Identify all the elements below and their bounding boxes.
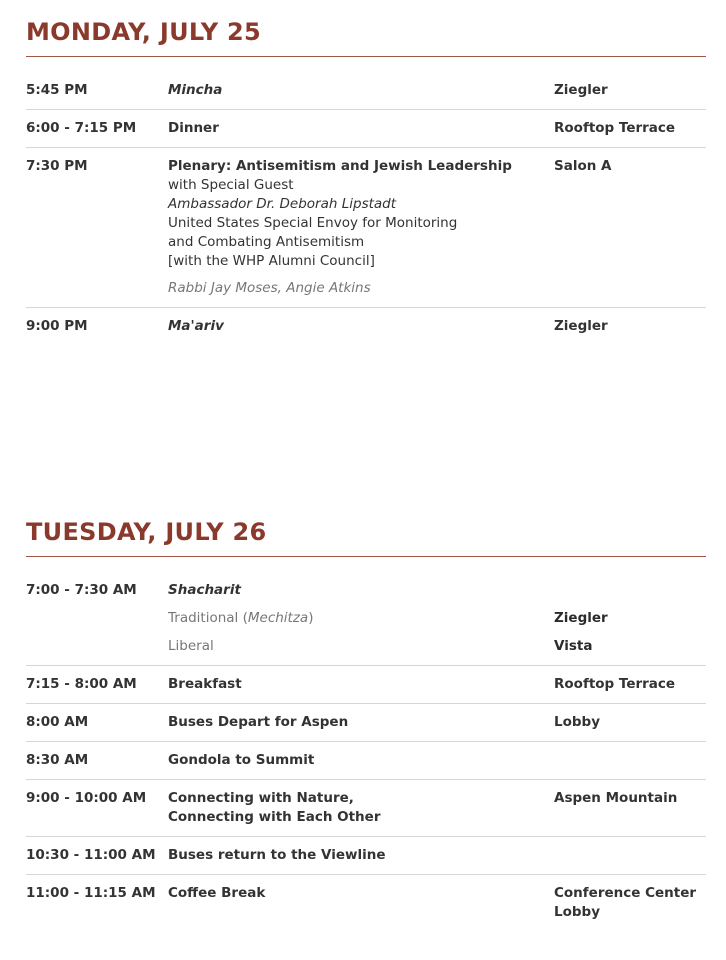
event-line: and Combating Antisemitism bbox=[168, 234, 365, 250]
time: 8:30 AM bbox=[26, 752, 89, 768]
location-line: Conference Center bbox=[554, 885, 697, 901]
event: Ma'ariv bbox=[168, 318, 224, 334]
monday-section bbox=[26, 18, 706, 345]
event: Mincha bbox=[168, 82, 223, 98]
event: Shacharit bbox=[168, 582, 241, 598]
time: 6:00 - 7:15 PM bbox=[26, 120, 137, 136]
speakers: Rabbi Jay Moses, Angie Atkins bbox=[168, 280, 371, 296]
time: 11:00 - 11:15 AM bbox=[26, 885, 156, 901]
event: Buses return to the Viewline bbox=[168, 847, 386, 863]
location: Rooftop Terrace bbox=[554, 120, 676, 136]
sub-event-text: Traditional ( bbox=[168, 610, 248, 626]
event: Coffee Break bbox=[168, 885, 266, 901]
sub-event-italic: Mechitza bbox=[247, 610, 309, 626]
sub-row bbox=[168, 609, 706, 628]
event bbox=[168, 157, 554, 298]
event: Breakfast bbox=[168, 676, 242, 692]
schedule-row bbox=[26, 837, 706, 875]
event-line: United States Special Envoy for Monitoring bbox=[168, 215, 458, 231]
event-title: Plenary: Antisemitism and Jewish Leadership bbox=[168, 158, 512, 174]
time: 7:00 - 7:30 AM bbox=[26, 582, 137, 598]
time: 9:00 PM bbox=[26, 318, 88, 334]
schedule-row bbox=[26, 875, 706, 931]
time: 5:45 PM bbox=[26, 82, 88, 98]
schedule-row bbox=[26, 666, 706, 704]
time: 10:30 - 11:00 AM bbox=[26, 847, 156, 863]
sub-event: Liberal bbox=[168, 638, 214, 654]
event bbox=[168, 789, 554, 827]
event: Buses Depart for Aspen bbox=[168, 714, 349, 730]
schedule-row bbox=[26, 110, 706, 148]
location: Salon A bbox=[554, 158, 612, 174]
location bbox=[554, 751, 706, 770]
sub-event bbox=[168, 609, 554, 628]
sub-event-text: ) bbox=[308, 610, 314, 626]
schedule-row bbox=[26, 704, 706, 742]
event-line: with Special Guest bbox=[168, 177, 294, 193]
sub-row bbox=[168, 637, 706, 656]
schedule-row bbox=[26, 557, 706, 666]
location bbox=[554, 884, 706, 922]
location: Rooftop Terrace bbox=[554, 676, 676, 692]
location: Lobby bbox=[554, 714, 601, 730]
location: Aspen Mountain bbox=[554, 790, 678, 806]
event: Gondola to Summit bbox=[168, 752, 315, 768]
day-heading: MONDAY, JULY 25 bbox=[26, 18, 706, 57]
guest-name: Ambassador Dr. Deborah Lipstadt bbox=[168, 196, 397, 212]
schedule-row bbox=[26, 308, 706, 345]
time: 7:30 PM bbox=[26, 158, 88, 174]
schedule-row bbox=[26, 780, 706, 837]
event-line: [with the WHP Alumni Council] bbox=[168, 253, 375, 269]
day-heading: TUESDAY, JULY 26 bbox=[26, 518, 706, 557]
location bbox=[554, 846, 706, 865]
event-group bbox=[168, 581, 706, 656]
location: Ziegler bbox=[554, 318, 608, 334]
schedule-row bbox=[26, 742, 706, 780]
event-line: Connecting with Each Other bbox=[168, 809, 381, 825]
location-line: Lobby bbox=[554, 904, 601, 920]
location: Ziegler bbox=[554, 82, 608, 98]
location: Vista bbox=[554, 638, 593, 654]
location: Ziegler bbox=[554, 610, 608, 626]
time: 7:15 - 8:00 AM bbox=[26, 676, 137, 692]
tuesday-section bbox=[26, 518, 706, 931]
schedule-row bbox=[26, 57, 706, 110]
time: 9:00 - 10:00 AM bbox=[26, 790, 147, 806]
time: 8:00 AM bbox=[26, 714, 89, 730]
schedule-row bbox=[26, 148, 706, 308]
event-line: Connecting with Nature, bbox=[168, 790, 354, 806]
event: Dinner bbox=[168, 120, 219, 136]
